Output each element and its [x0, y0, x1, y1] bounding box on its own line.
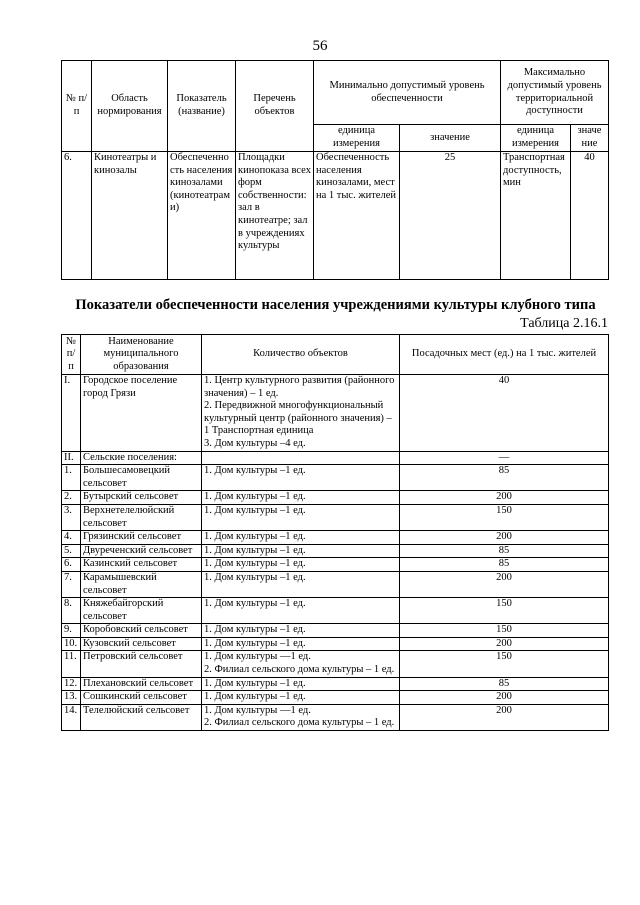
table-row — [62, 544, 609, 558]
cell-objects — [202, 465, 400, 491]
table-row — [62, 571, 609, 597]
cell-min-unit: Обеспеченность населения кинозалами, мест на 1 тыс. жителей — [314, 152, 400, 280]
cell-seats: 200 — [400, 691, 609, 705]
cell-num: II. — [62, 451, 81, 465]
cell-seats: 150 — [400, 651, 609, 677]
cell-num: 8. — [62, 598, 81, 624]
cell-num: 9. — [62, 624, 81, 638]
cell-num: 6. — [62, 152, 92, 280]
header-indicator: Показатель (название) — [168, 61, 236, 152]
table-row — [62, 624, 609, 638]
object-line: 1. Дом культуры –1 ед. — [204, 598, 306, 610]
cell-seats: 85 — [400, 558, 609, 572]
table-row — [62, 531, 609, 545]
club-institutions-table — [61, 334, 609, 731]
object-line: 1. Дом культуры —1 ед. — [204, 704, 311, 716]
cell-num: 3. — [62, 504, 81, 530]
cell-seats: 200 — [400, 704, 609, 730]
cell-num: 4. — [62, 531, 81, 545]
cell-num: 11. — [62, 651, 81, 677]
cell-objects — [202, 451, 400, 465]
cell-seats: 40 — [400, 375, 609, 452]
cell-objects — [202, 677, 400, 691]
cell-name: Большесамовецкий сельсовет — [81, 465, 202, 491]
object-line: 1. Дом культуры —1 ед. — [204, 651, 311, 663]
cell-num: 12. — [62, 677, 81, 691]
cell-objects — [202, 624, 400, 638]
cell-name: Карамышевский сельсовет — [81, 571, 202, 597]
cell-indicator: Обеспеченность населения кинозалами (кинотеатрами) — [168, 152, 236, 280]
cell-num: 10. — [62, 637, 81, 651]
cell-num: 1. — [62, 465, 81, 491]
header-seats: Посадочных мест (ед.) на 1 тыс. жителей — [400, 335, 609, 375]
cell-max-value: 40 — [571, 152, 609, 280]
header-area: Область нормирования — [92, 61, 168, 152]
header-min-value: значение — [400, 125, 501, 152]
cell-objects — [202, 704, 400, 730]
cell-area: Кинотеатры и кинозалы — [92, 152, 168, 280]
header-max-unit: единица измерения — [501, 125, 571, 152]
cell-objects — [202, 531, 400, 545]
cell-name: Верхнетелелюйский сельсовет — [81, 504, 202, 530]
cell-min-value: 25 — [400, 152, 501, 280]
header-max-value: значе ние — [571, 125, 609, 152]
page-number: 56 — [312, 38, 328, 54]
cell-name: Плехановский сельсовет — [81, 677, 202, 691]
table-row — [62, 465, 609, 491]
object-line: 1. Дом культуры –1 ед. — [204, 677, 306, 689]
object-line: 1. Центр культурного развития (районного значения) – 1 ед. — [204, 375, 395, 399]
cell-num: 2. — [62, 491, 81, 505]
cell-seats: 85 — [400, 544, 609, 558]
cell-objects: Площадки кинопоказа всех форм собственности: зал в кинотеатре; зал в учреждениях культуры — [236, 152, 314, 280]
cell-name: Телелюйский сельсовет — [81, 704, 202, 730]
cell-objects — [202, 691, 400, 705]
cell-seats: 200 — [400, 491, 609, 505]
header-min-level: Минимально допустимый уровень обеспеченности — [314, 61, 501, 125]
cell-name: Бутырский сельсовет — [81, 491, 202, 505]
norms-table — [61, 60, 609, 280]
header-max-level: Максимально допустимый уровень территориальной доступности — [501, 61, 609, 125]
cell-seats: 200 — [400, 531, 609, 545]
cell-objects — [202, 491, 400, 505]
table-row — [62, 691, 609, 705]
cell-num: 5. — [62, 544, 81, 558]
table-row — [62, 152, 609, 280]
cell-num: I. — [62, 375, 81, 452]
cell-objects — [202, 651, 400, 677]
header-num: № п/п — [62, 61, 92, 152]
object-line: 3. Дом культуры –4 ед. — [204, 437, 306, 449]
object-line: 1. Дом культуры –1 ед. — [204, 558, 306, 570]
cell-objects — [202, 375, 400, 452]
cell-name: Грязинский сельсовет — [81, 531, 202, 545]
table-row — [62, 637, 609, 651]
object-line: 1. Дом культуры –1 ед. — [204, 691, 306, 703]
cell-name: Двуреченский сельсовет — [81, 544, 202, 558]
object-line: 1. Дом культуры –1 ед. — [204, 571, 306, 583]
cell-name: Петровский сельсовет — [81, 651, 202, 677]
object-line: 1. Дом культуры –1 ед. — [204, 465, 306, 477]
object-line: 1. Дом культуры –1 ед. — [204, 637, 306, 649]
section-heading: Показатели обеспеченности населения учреждениями культуры клубного типа — [75, 297, 596, 313]
table-caption: Таблица 2.16.1 — [520, 316, 608, 331]
object-line: 1. Дом культуры –1 ед. — [204, 544, 306, 556]
cell-objects — [202, 504, 400, 530]
cell-num: 7. — [62, 571, 81, 597]
header-name: Наименование муниципального образования — [81, 335, 202, 375]
table-row — [62, 598, 609, 624]
cell-seats: 150 — [400, 504, 609, 530]
cell-seats: 150 — [400, 624, 609, 638]
cell-num: 6. — [62, 558, 81, 572]
cell-seats: 200 — [400, 571, 609, 597]
cell-name: Кузовский сельсовет — [81, 637, 202, 651]
object-line: 1. Дом культуры –1 ед. — [204, 504, 306, 516]
table-row — [62, 491, 609, 505]
cell-seats: 85 — [400, 677, 609, 691]
cell-seats: 85 — [400, 465, 609, 491]
object-line: 2. Филиал сельского дома культуры – 1 ед. — [204, 717, 395, 729]
cell-max-unit: Транспортная доступность, мин — [501, 152, 571, 280]
table-row — [62, 451, 609, 465]
header-num: № п/п — [62, 335, 81, 375]
cell-num: 13. — [62, 691, 81, 705]
cell-objects — [202, 598, 400, 624]
cell-seats: 200 — [400, 637, 609, 651]
object-line: 1. Дом культуры –1 ед. — [204, 531, 306, 543]
object-line: 1. Дом культуры –1 ед. — [204, 624, 306, 636]
header-objects: Перечень объектов — [236, 61, 314, 152]
table-row — [62, 704, 609, 730]
cell-objects — [202, 571, 400, 597]
object-line: 2. Филиал сельского дома культуры – 1 ед. — [204, 664, 395, 676]
cell-objects — [202, 544, 400, 558]
cell-seats: 150 — [400, 598, 609, 624]
cell-name: Коробовский сельсовет — [81, 624, 202, 638]
cell-name: Княжебайгорский сельсовет — [81, 598, 202, 624]
cell-objects — [202, 637, 400, 651]
object-line: 1. Дом культуры –1 ед. — [204, 491, 306, 503]
table-row — [62, 375, 609, 452]
table-row — [62, 558, 609, 572]
cell-name: Сошкинский сельсовет — [81, 691, 202, 705]
table-row — [62, 677, 609, 691]
table-row — [62, 504, 609, 530]
cell-name: Сельские поселения: — [81, 451, 202, 465]
cell-num: 14. — [62, 704, 81, 730]
cell-seats: — — [400, 451, 609, 465]
header-min-unit: единица измерения — [314, 125, 400, 152]
object-line: 2. Передвижной многофункциональный культурный центр (районного значения) – 1 Транспортная единица — [204, 400, 392, 437]
cell-name: Казинский сельсовет — [81, 558, 202, 572]
table-row — [62, 651, 609, 677]
cell-objects — [202, 558, 400, 572]
cell-name: Городское поселение город Грязи — [81, 375, 202, 452]
header-objects: Количество объектов — [202, 335, 400, 375]
